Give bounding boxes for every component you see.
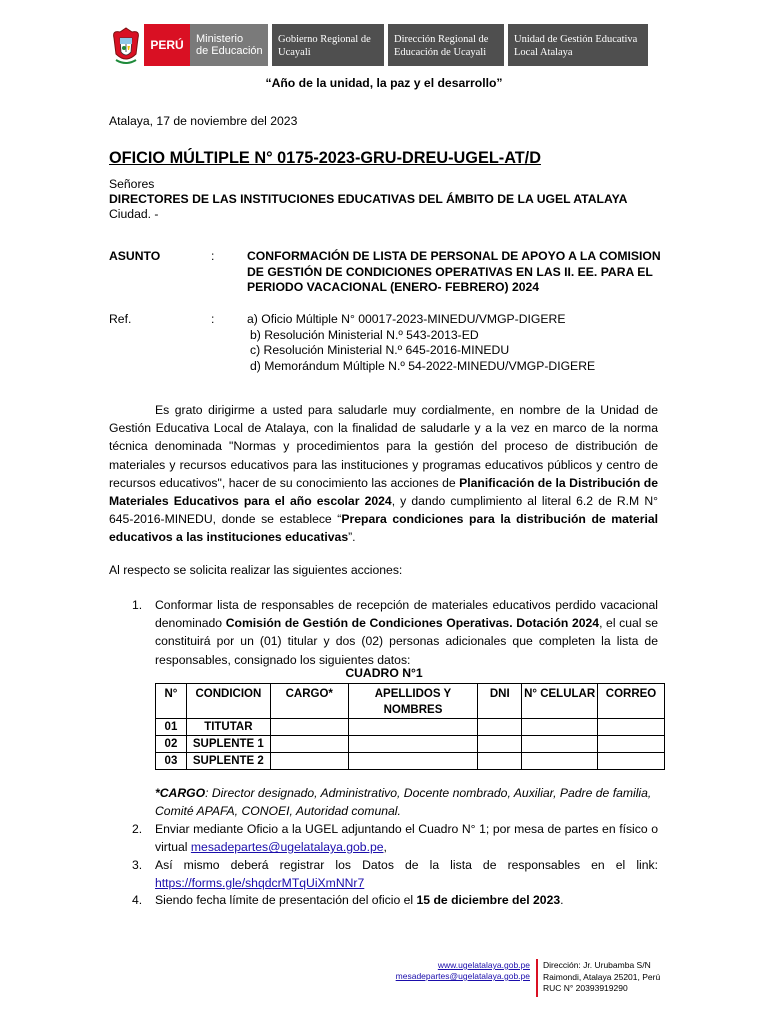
- salutation: Señores: [109, 177, 155, 191]
- table-cell[interactable]: [478, 719, 522, 736]
- table-cell[interactable]: [522, 753, 598, 770]
- action-number: 4.: [132, 893, 143, 907]
- action-text-part: , el cual se constituirá por un (01) titular y dos (02) personas adicionales que completen la lista de responsables, consignado los siguientes datos:: [155, 616, 658, 667]
- website-link[interactable]: www.ugelatalaya.gob.pe: [437, 960, 530, 970]
- subject-line: DE GESTIÓN DE CONDICIONES OPERATIVAS EN LAS II. EE. PARA EL: [247, 264, 653, 279]
- reference-label: Ref.: [109, 312, 132, 326]
- table-cell[interactable]: [348, 719, 478, 736]
- cargo-footnote-label: *CARGO: [155, 786, 206, 800]
- action-number: 1.: [132, 598, 143, 612]
- footer-email-link[interactable]: mesadepartes@ugelatalaya.gob.pe: [395, 971, 530, 981]
- peru-label: PERÚ: [150, 38, 184, 52]
- table-cell: TITUTAR: [186, 719, 270, 736]
- reference-item: b) Resolución Ministerial N.º 543-2013-ED: [250, 327, 479, 342]
- coat-of-arms-icon: [108, 24, 144, 66]
- table-cell[interactable]: [598, 719, 665, 736]
- document-date: Atalaya, 17 de noviembre del 2023: [109, 114, 298, 128]
- column-header: DNI: [478, 684, 522, 719]
- subject-colon: :: [211, 249, 215, 263]
- column-header-text: N° CELULAR: [524, 688, 596, 700]
- column-header: CONDICION: [186, 684, 270, 719]
- ministry-brand: [190, 24, 268, 66]
- table-cell[interactable]: [522, 719, 598, 736]
- column-header: CORREO: [598, 684, 665, 719]
- subject-line: CONFORMACIÓN DE LISTA DE PERSONAL DE APOYO A LA COMISION: [247, 249, 661, 263]
- table-cell: SUPLENTE 1: [186, 736, 270, 753]
- document-title: OFICIO MÚLTIPLE N° 0175-2023-GRU-DREU-UGEL-AT/D: [109, 149, 541, 167]
- action-text-part: Así mismo deberá registrar los Datos de la lista de responsables en el link:: [155, 858, 658, 872]
- reference-list: [247, 312, 595, 374]
- table-row: [156, 753, 665, 770]
- column-header-text: APELLIDOS Y NOMBRES: [374, 688, 452, 716]
- regional-education-box: [388, 24, 504, 66]
- cargo-footnote: [155, 784, 665, 820]
- table-row: [156, 736, 665, 753]
- intro-paragraph: [109, 401, 658, 547]
- footer-address: [543, 960, 660, 995]
- action-text: [155, 891, 658, 909]
- action-text-part: Conformar lista de responsables de recepción de materiales educativos perdido vacacional denominado: [155, 598, 658, 631]
- action-number: 3.: [132, 858, 143, 872]
- ugel-box: [508, 24, 648, 66]
- intro-text: Es grato dirigirme a usted para saludarle muy cordialmente, en nombre de la Unidad de Gestión Educativa Local de Atalaya, con la finalidad de saludarle y a la vez en marco de la norma técnica denominada "Normas y procedimientos para la gestión del proceso de distribución de materiales y recursos educativos para las instituciones y programas educativos públicos y centro de recursos educativos", hacer de su conocimiento las acciones de: [109, 403, 658, 490]
- ugel-line1: Unidad de Gestión Educativa: [514, 34, 638, 45]
- address-line: Dirección: Jr. Urubamba S/N: [543, 960, 651, 970]
- intro-bold-planning: Planificación de la Distribución de Materiales Educativos para el año escolar 2024: [109, 475, 658, 509]
- recipient-city: Ciudad. -: [109, 207, 159, 221]
- reference-item: c) Resolución Ministerial N.º 645-2016-MINEDU: [250, 343, 510, 357]
- table-cell[interactable]: [348, 736, 478, 753]
- table-cell[interactable]: [598, 753, 665, 770]
- subject-label: ASUNTO: [109, 249, 161, 263]
- table-cell[interactable]: [478, 736, 522, 753]
- action-text: [155, 596, 658, 669]
- action-text-part: .: [560, 893, 564, 907]
- action-text-part: Siendo fecha límite de presentación del oficio el: [155, 893, 417, 907]
- ugel-line2: Local Atalaya: [514, 47, 573, 58]
- intro-text: ”.: [348, 530, 356, 545]
- action-text-bold: Comisión de Gestión de Condiciones Operativas. Dotación 2024: [225, 616, 600, 631]
- action-number: 2.: [132, 822, 143, 836]
- responsables-table: [155, 683, 665, 770]
- regional-government-line2: Ucayali: [278, 47, 311, 58]
- table-row: [156, 719, 665, 736]
- table-cell[interactable]: [522, 736, 598, 753]
- subject-text: [247, 249, 661, 296]
- letterhead: [108, 24, 660, 66]
- action-text: [155, 856, 658, 892]
- year-motto: “Año de la unidad, la paz y el desarrollo”: [265, 76, 503, 90]
- action-text: [155, 820, 658, 856]
- subject-line: PERIODO VACACIONAL (ENERO- FEBRERO) 2024: [247, 280, 540, 294]
- ministry-line2: de Educación: [196, 45, 263, 57]
- intro-bold-quote: Prepara condiciones para la distribución de material educativos a las instituciones educativas: [109, 512, 658, 545]
- google-form-link[interactable]: https://forms.gle/shqdcrMTqUiXmNNr7: [155, 876, 365, 891]
- actions-intro: Al respecto se solicita realizar las siguientes acciones:: [109, 563, 403, 577]
- table-cell[interactable]: [598, 736, 665, 753]
- table-cell[interactable]: [478, 753, 522, 770]
- regional-government-line1: Gobierno Regional de: [278, 34, 371, 45]
- table-cell: 02: [156, 736, 187, 753]
- table-cell: 03: [156, 753, 187, 770]
- table-cell[interactable]: [270, 736, 348, 753]
- mesa-de-partes-email-link[interactable]: mesadepartes@ugelatalaya.gob.pe: [190, 840, 384, 855]
- regional-education-line1: Dirección Regional de: [394, 34, 489, 45]
- recipient-name: DIRECTORES DE LAS INSTITUCIONES EDUCATIVAS DEL ÁMBITO DE LA UGEL ATALAYA: [109, 192, 628, 206]
- footer-divider: [536, 959, 538, 997]
- column-header: [348, 684, 478, 719]
- action-text-part: ,: [383, 840, 387, 855]
- regional-education-line2: Educación de Ucayali: [394, 47, 487, 58]
- footer-links: [380, 960, 530, 982]
- table-cell[interactable]: [270, 753, 348, 770]
- table-cell: SUPLENTE 2: [186, 753, 270, 770]
- ministry-line1: Ministerio: [196, 33, 244, 45]
- table-cell[interactable]: [348, 753, 478, 770]
- address-line: Raimondi, Atalaya 25201, Perú: [543, 971, 661, 982]
- deadline-date: 15 de diciembre del 2023: [416, 893, 561, 907]
- table-cell[interactable]: [270, 719, 348, 736]
- reference-colon: :: [211, 312, 215, 326]
- column-header: [522, 684, 598, 719]
- peru-brand: [144, 24, 190, 66]
- reference-item: a) Oficio Múltiple N° 00017-2023-MINEDU/VMGP-DIGERE: [247, 312, 566, 326]
- column-header: N°: [156, 684, 187, 719]
- table-cell: 01: [156, 719, 187, 736]
- table-title: CUADRO N°1: [345, 666, 423, 680]
- cargo-footnote-text: : Director designado, Administrativo, Docente nombrado, Auxiliar, Padre de familia, Comité APAFA, CONOEI, Autoridad comunal.: [155, 786, 652, 819]
- table-header-row: [156, 684, 665, 719]
- intro-text: , y dando cumplimiento al literal 6.2 de R.M N° 645-2016-MINEDU, donde se establece “: [109, 494, 658, 527]
- reference-item: d) Memorándum Múltiple N.º 54-2022-MINEDU/VMGP-DIGERE: [250, 358, 596, 373]
- column-header: CARGO*: [270, 684, 348, 719]
- ruc-number: RUC N° 20393919290: [543, 983, 628, 993]
- regional-government-box: [272, 24, 384, 66]
- action-text-part: Enviar mediante Oficio a la UGEL adjuntando el Cuadro N° 1; por mesa de partes en físico o virtual: [155, 822, 658, 855]
